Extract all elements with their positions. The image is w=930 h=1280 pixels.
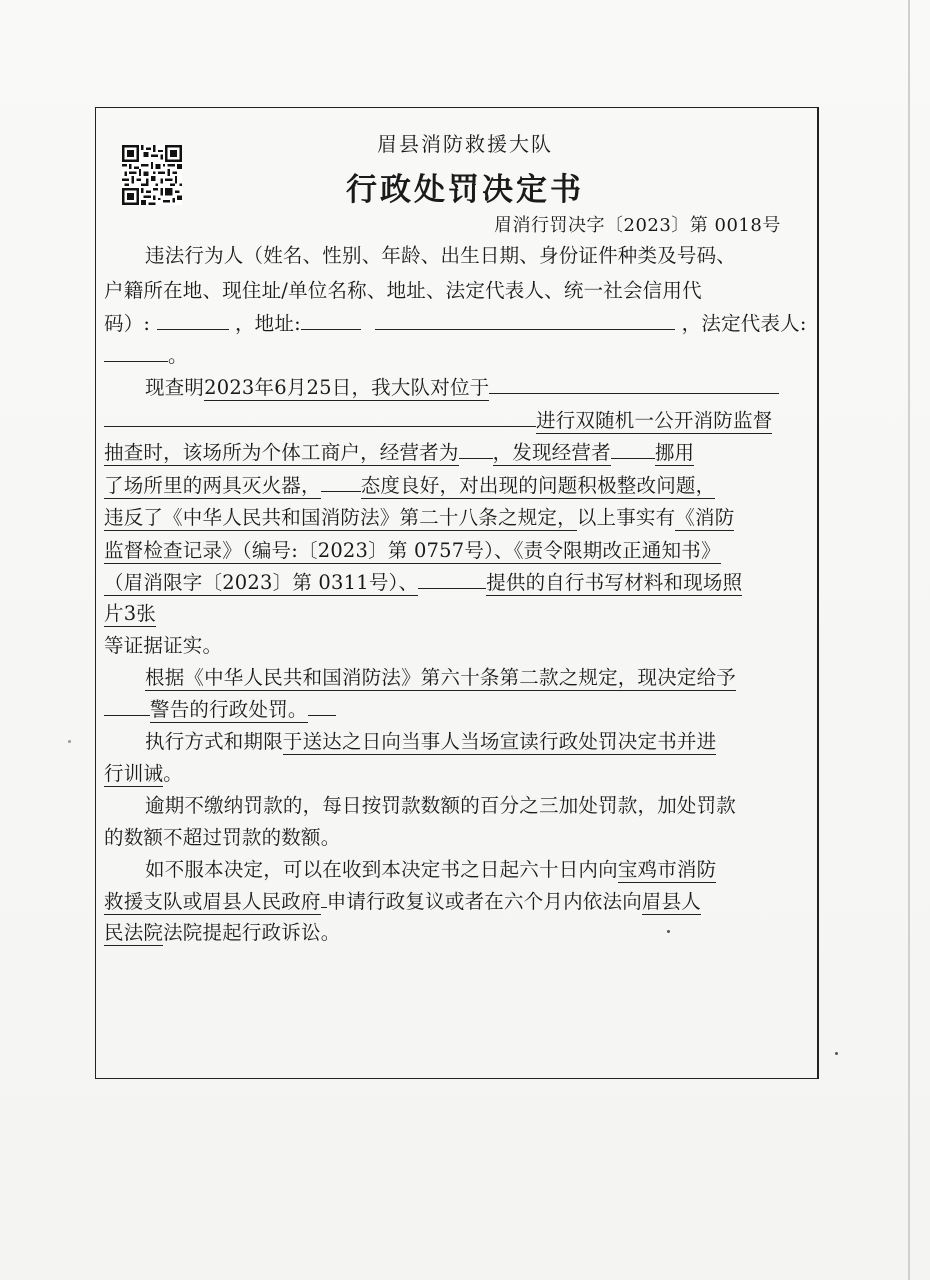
text-line: 等证据证实。 xyxy=(104,634,223,657)
text-line: 户籍所在地、现住址/单位名称、地址、法定代表人、统一社会信用代 xyxy=(104,279,702,302)
redacted-representative-field xyxy=(104,343,168,362)
organization-name: 眉县消防救援大队 xyxy=(377,132,553,156)
scan-speck xyxy=(667,930,670,933)
text-line: 行训诫。 xyxy=(104,762,183,785)
document-title: 行政处罚决定书 xyxy=(346,172,584,208)
redacted-name-field xyxy=(157,311,229,330)
text-line: 的数额不超过罚款的数额。 xyxy=(104,826,341,849)
redacted-location-field xyxy=(489,375,779,394)
address-underline xyxy=(301,311,361,330)
text-line: 。 xyxy=(104,340,188,368)
text-line: 监督检查记录》（编号:〔2023〕第 0757号）、《责令限期改正通知书》 xyxy=(104,539,721,562)
text-line: 了场所里的两具灭火器， 态度良好，对出现的问题积极整改问题， xyxy=(104,474,716,497)
scan-speck xyxy=(68,740,71,743)
text-line: 片3张 xyxy=(104,602,157,625)
text-line: 现查明2023年6月25日，我大队对位于 xyxy=(145,372,779,400)
text-line: 民法院法院提起行政诉讼。 xyxy=(104,921,341,944)
text-line: 逾期不缴纳罚款的，每日按罚款数额的百分之三加处罚款，加处罚款 xyxy=(145,794,737,817)
text-line: 根据《中华人民共和国消防法》第六十条第二款之规定，现决定给予 xyxy=(145,666,737,689)
text-line: 执行方式和期限于送达之日向当事人当场宣读行政处罚决定书并进 xyxy=(145,730,717,753)
document-number: 眉消行罚决字〔2023〕第 0018号 xyxy=(494,215,781,236)
text-line: 违法行为人（姓名、性别、年龄、出生日期、身份证件种类及号码、 xyxy=(145,244,737,267)
redacted-location-field xyxy=(104,408,536,427)
scan-speck xyxy=(835,1052,838,1055)
text-line: 违反了《中华人民共和国消防法》第二十八条之规定，以上事实有《消防 xyxy=(104,506,735,529)
text-line: 救援支队或眉县人民政府 申请行政复议或者在六个月内依法向眉县人 xyxy=(104,890,702,913)
text-line: 进行双随机一公开消防监督 xyxy=(104,405,772,433)
redacted-address-field xyxy=(375,311,675,330)
text-line: 码）: ，地址: ，法定代表人: xyxy=(104,312,807,335)
text-line: 抽查时，该场所为个体工商户，经营者为 ，发现经营者 挪用 xyxy=(104,441,695,464)
text-line: 如不服本决定，可以在收到本决定书之日起六十日内向宝鸡市消防 xyxy=(145,858,717,881)
text-line: 警告的行政处罚。 xyxy=(104,694,336,722)
text-line: （眉消限字〔2023〕第 0311号）、 提供的自行书写材料和现场照 xyxy=(104,571,743,594)
